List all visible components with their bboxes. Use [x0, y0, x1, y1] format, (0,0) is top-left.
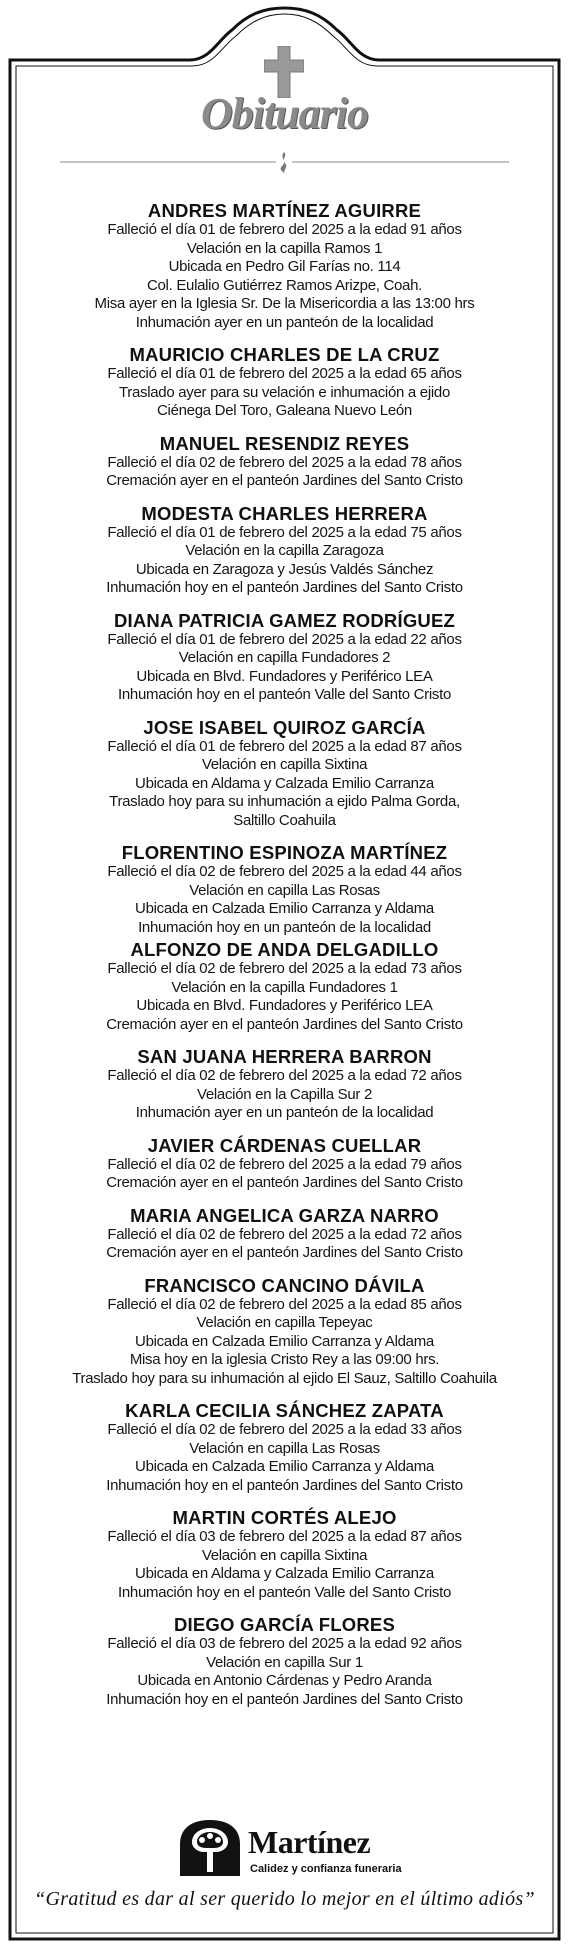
deceased-name: DIANA PATRICIA GAMEZ RODRÍGUEZ	[113, 609, 456, 631]
obituary-entry	[40, 503, 529, 598]
deceased-name: JOSE ISABEL QUIROZ GARCÍA	[143, 716, 426, 738]
obituary-detail-line: Ciénega Del Toro, Galeana Nuevo León	[157, 402, 412, 419]
obituary-detail-line: Cremación ayer en el panteón Jardines del Santo Cristo	[106, 1015, 463, 1033]
obituary-detail-line: Inhumación hoy en el panteón Valle del Santo Cristo	[118, 686, 451, 703]
obituary-detail-line: Velación en capilla Fundadores 2	[178, 649, 391, 666]
deceased-name: ALFONZO DE ANDA DELGADILLO	[130, 939, 439, 960]
obituary-entry	[40, 200, 529, 332]
obituary-detail-line: Falleció el día 02 de febrero del 2025 a la edad 33 años	[107, 1421, 462, 1438]
obituary-detail-line: Falleció el día 02 de febrero del 2025 a la edad 72 años	[107, 1225, 462, 1243]
obituary-detail-line: Falleció el día 02 de febrero del 2025 a la edad 78 años	[107, 453, 462, 471]
obituary-detail-line: Traslado hoy para su inhumación al ejido El Sauz, Saltillo Coahuila	[72, 1369, 497, 1387]
obituary-detail-line: Inhumación ayer en un panteón de la localidad	[135, 1104, 434, 1121]
page-title: Obituario	[200, 89, 369, 138]
tree-logo-icon	[178, 1818, 242, 1876]
obituary-detail-line: Inhumación hoy en el panteón Jardines del Santo Cristo	[106, 579, 463, 596]
obituary-entry	[40, 939, 529, 1034]
obituary-detail-line: Ubicada en Calzada Emilio Carranza y Aldama	[135, 900, 434, 917]
obituary-detail-line: Falleció el día 01 de febrero del 2025 a la edad 91 años	[107, 221, 462, 238]
obituary-detail-line: Traslado hoy para su inhumación a ejido Palma Gorda,	[109, 793, 460, 810]
obituary-detail-line: Falleció el día 03 de febrero del 2025 a la edad 92 años	[107, 1635, 462, 1652]
obituary-detail-line: Inhumación hoy en el panteón Valle del Santo Cristo	[118, 1583, 451, 1601]
deceased-name: ANDRES MARTÍNEZ AGUIRRE	[147, 200, 422, 221]
obituary-detail-line: Inhumación hoy en un panteón de la localidad	[138, 918, 431, 936]
obituary-detail-line: Ubicada en Zaragoza y Jesús Valdés Sánchez	[135, 560, 434, 578]
deceased-name: MANUEL RESENDIZ REYES	[159, 432, 410, 454]
deceased-name: FLORENTINO ESPINOZA MARTÍNEZ	[121, 842, 448, 863]
obituary-entry	[40, 842, 529, 937]
obituary-detail-line: Cremación ayer en el panteón Jardines del Santo Cristo	[106, 1174, 463, 1191]
obituary-detail-line: Col. Eulalio Gutiérrez Ramos Arizpe, Coah.	[146, 276, 423, 294]
obituary-detail-line: Velación en la capilla Fundadores 1	[171, 978, 398, 996]
deceased-name: MARIA ANGELICA GARZA NARRO	[130, 1204, 439, 1226]
obituary-detail-line: Falleció el día 03 de febrero del 2025 a la edad 87 años	[107, 1528, 462, 1545]
brand-name: Martínez	[248, 1824, 371, 1860]
obituary-detail-line: Ubicada en Aldama y Calzada Emilio Carranza	[135, 774, 434, 792]
obituary-detail-line: Velación en la Capilla Sur 2	[196, 1085, 373, 1103]
obituary-detail-line: Ubicada en Blvd. Fundadores y Periférico LEA	[136, 667, 433, 685]
obituary-entry	[40, 717, 529, 831]
obituary-detail-line: Falleció el día 02 de febrero del 2025 a la edad 85 años	[107, 1295, 462, 1313]
obituary-entry	[40, 1614, 529, 1709]
obituary-detail-line: Falleció el día 02 de febrero del 2025 a la edad 79 años	[107, 1155, 462, 1173]
obituary-entry	[40, 1046, 529, 1123]
obituary-detail-line: Falleció el día 01 de febrero del 2025 a la edad 65 años	[107, 365, 462, 382]
obituary-detail-line: Ubicada en Calzada Emilio Carranza y Aldama	[135, 1332, 434, 1350]
obituary-detail-line: Ubicada en Antonio Cárdenas y Pedro Aranda	[137, 1672, 432, 1689]
obituary-entry	[40, 1275, 529, 1389]
footer-motto: “Gratitud es dar al ser querido lo mejor en el último adiós”	[34, 1888, 535, 1910]
obituary-entry	[40, 1135, 529, 1193]
deceased-name: KARLA CECILIA SÁNCHEZ ZAPATA	[125, 1400, 444, 1421]
obituary-detail-line: Velación en la capilla Zaragoza	[185, 542, 384, 559]
obituary-detail-line: Velación en capilla Sixtina	[201, 756, 368, 773]
obituary-detail-line: Misa hoy en la iglesia Cristo Rey a las 09:00 hrs.	[129, 1351, 440, 1368]
deceased-name: SAN JUANA HERRERA BARRON	[137, 1046, 432, 1067]
obituary-detail-line: Ubicada en Calzada Emilio Carranza y Aldama	[135, 1458, 434, 1475]
deceased-name: MAURICIO CHARLES DE LA CRUZ	[129, 344, 440, 365]
obituary-detail-line: Cremación ayer en el panteón Jardines del Santo Cristo	[106, 472, 463, 489]
deceased-name: MARTIN CORTÉS ALEJO	[172, 1507, 397, 1528]
obituary-detail-line: Velación en capilla Sixtina	[201, 1546, 368, 1564]
deceased-name: MODESTA CHARLES HERRERA	[141, 502, 428, 524]
footer	[0, 1808, 569, 1949]
brand-tagline: Calidez y confianza funeraria	[250, 1863, 402, 1875]
obituary-detail-line: Velación en capilla Las Rosas	[189, 881, 380, 899]
obituary-entry	[40, 433, 529, 491]
header	[0, 0, 569, 170]
deceased-name: FRANCISCO CANCINO DÁVILA	[144, 1274, 425, 1296]
obituary-detail-line: Falleció el día 01 de febrero del 2025 a la edad 22 años	[107, 630, 462, 648]
obituary-list	[40, 200, 529, 1721]
obituary-entry	[40, 1400, 529, 1495]
obituary-detail-line: Velación en la capilla Ramos 1	[186, 239, 383, 257]
obituary-detail-line: Inhumación ayer en un panteón de la localidad	[135, 313, 434, 331]
obituary-detail-line: Velación en capilla Tepeyac	[196, 1314, 373, 1331]
obituary-entry	[40, 344, 529, 421]
obituary-detail-line: Falleció el día 02 de febrero del 2025 a la edad 72 años	[107, 1067, 462, 1084]
flame-icon	[276, 150, 292, 176]
obituary-detail-line: Velación en capilla Las Rosas	[189, 1439, 380, 1457]
deceased-name: DIEGO GARCÍA FLORES	[173, 1614, 395, 1635]
obituary-detail-line: Cremación ayer en el panteón Jardines del Santo Cristo	[106, 1244, 463, 1261]
obituary-detail-line: Traslado ayer para su velación e inhumación a ejido	[118, 383, 450, 401]
obituary-detail-line: Ubicada en Blvd. Fundadores y Periférico LEA	[136, 997, 433, 1014]
obituary-detail-line: Falleció el día 02 de febrero del 2025 a la edad 44 años	[107, 863, 462, 880]
obituary-detail-line: Misa ayer en la Iglesia Sr. De la Misericordia a las 13:00 hrs	[94, 295, 475, 312]
obituary-detail-line: Inhumación hoy en el panteón Jardines del Santo Cristo	[106, 1476, 463, 1494]
obituary-detail-line: Falleció el día 02 de febrero del 2025 a la edad 73 años	[107, 960, 462, 977]
obituary-entry	[40, 1205, 529, 1263]
obituary-entry	[40, 610, 529, 705]
obituary-entry	[40, 1507, 529, 1602]
deceased-name: JAVIER CÁRDENAS CUELLAR	[147, 1134, 422, 1156]
obituary-detail-line: Ubicada en Pedro Gil Farías no. 114	[168, 258, 401, 275]
obituary-detail-line: Velación en capilla Sur 1	[206, 1653, 363, 1671]
obituary-detail-line: Falleció el día 01 de febrero del 2025 a la edad 87 años	[107, 737, 462, 755]
obituary-detail-line: Inhumación hoy en el panteón Jardines del Santo Cristo	[106, 1690, 463, 1708]
obituary-detail-line: Saltillo Coahuila	[233, 811, 336, 829]
obituary-detail-line: Ubicada en Aldama y Calzada Emilio Carranza	[135, 1565, 434, 1582]
obituary-detail-line: Falleció el día 01 de febrero del 2025 a la edad 75 años	[107, 523, 462, 541]
